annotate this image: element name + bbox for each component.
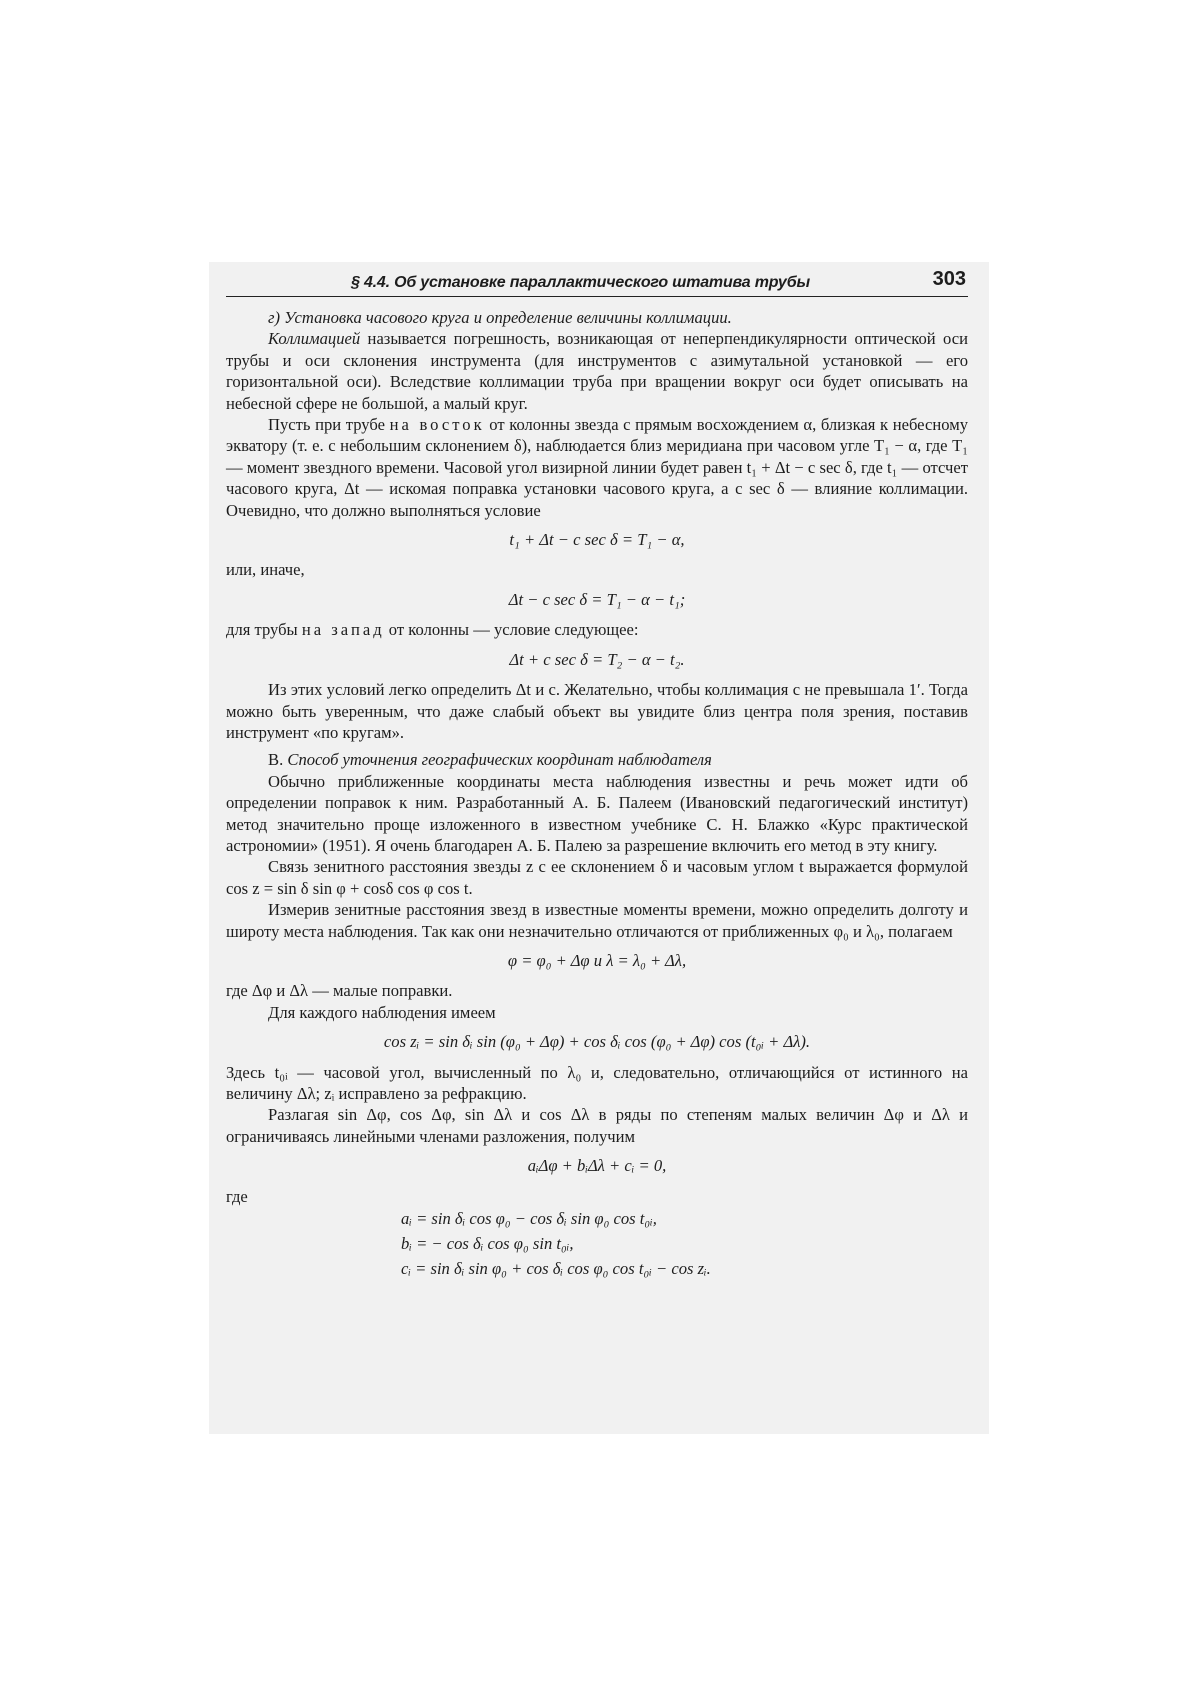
collimation-definition-paragraph xyxy=(226,328,968,414)
subsection-v-label: В. xyxy=(268,750,288,770)
west-setup-paragraph xyxy=(226,619,968,640)
equation-condition-1: t₁ + Δt − c sec δ = T₁ − α, xyxy=(509,530,685,550)
series-expansion-paragraph: Разлагая sin Δφ, cos Δφ, sin Δλ и cos Δλ в ряды по степеням малых величин Δφ и Δλ и ограничиваясь линейными членами разложения, получим xyxy=(226,1105,968,1146)
coefficients-block xyxy=(226,1186,968,1302)
east-setup-paragraph xyxy=(226,414,968,521)
measurement-paragraph: Измерив зенитные расстояния звезд в известные моменты времени, можно определить долготу и широту места наблюдения. Так как они незначительно отличаются от приближенных φ₀ и λ₀, полагаем xyxy=(226,900,968,941)
equation-c: cᵢ = sin δᵢ sin φ₀ + cos δᵢ cos φ₀ cos t₀ᵢ − cos zᵢ. xyxy=(401,1258,711,1278)
equation-cos-z: cos zᵢ = sin δᵢ sin (φ₀ + Δφ) + cos δᵢ cos (φ₀ + Δφ) cos (t₀ᵢ + Δλ). xyxy=(383,1032,811,1052)
hour-angle-explanation: Здесь t₀ᵢ — часовой угол, вычисленный по λ₀ и, следовательно, отличающийся от истинного на величину Δλ; zᵢ исправлено за рефракцию. xyxy=(226,1062,968,1103)
collimation-definition-text: называется погрешность, возникающая от неперпендикулярности оптической оси трубы и оси склонения инструмента (для инструментов с азимутальной установкой — его горизонтальной оси). Вследствие коллимации труба при вращении вокруг оси будет описывать на небесной сфере не большой, а малый круг. xyxy=(226,329,968,413)
conclusion-paragraph: Из этих условий легко определить Δt и c. Желательно, чтобы коллимация c не превышала 1′. Тогда можно быть уверенным, что даже слабый объект вы увидите близ центра поля зрения, поставив инструмент «по кругам». xyxy=(226,680,968,742)
page-number: 303 xyxy=(932,268,966,290)
zenith-formula-paragraph: Связь зенитного расстояния звезды z с ее склонением δ и часовым углом t выражается формулой cos z = sin δ sin φ + cosδ cos φ cos t. xyxy=(226,857,968,898)
subsection-g-title: г) Установка часового круга и определение величины коллимации. xyxy=(268,308,732,327)
equation-b: bᵢ = − cos δᵢ cos φ₀ sin t₀ᵢ, xyxy=(401,1233,574,1253)
coordinates-intro-paragraph: Обычно приближенные координаты места наблюдения известны и речь может идти об определении поправок к ним. Разработанный А. Б. Палеем (Ивановский педагогический институт) метод значительно проще изложенного в известном учебнике С. Н. Блажко «Курс практической астрономии» (1951). Я очень благодарен А. Б. Палею за разрешение включить его метод в эту книгу. xyxy=(226,771,968,855)
page-header xyxy=(226,266,968,297)
where-text: где xyxy=(226,1186,248,1206)
subsection-v-title-text: Способ уточнения географических координат наблюдателя xyxy=(287,750,712,770)
west-spaced-word: на запад xyxy=(301,620,385,640)
west-text-2: от колонны — условие следующее: xyxy=(384,620,639,640)
equation-a: aᵢ = sin δᵢ cos φ₀ − cos δᵢ sin φ₀ cos t₀ᵢ, xyxy=(401,1208,657,1228)
book-page xyxy=(226,266,968,1302)
east-text-1: Пусть при трубе xyxy=(268,415,390,435)
east-text-2: от колонны звезда с прямым восхождением α, близкая к небесному экватору (т. е. с небольшим склонением δ), наблюдается близ меридиана при часовом угле T₁ − α, где T₁ — момент звездного времени. Часовой угол визирной линии будет равен t₁ + Δt − c sec δ, где t₁ — отсчет часового круга, Δt — искомая поправка установки часового круга, а c sec δ — влияние коллимации. Очевидно, что должно выполняться условие xyxy=(226,415,968,520)
equation-condition-3: Δt + c sec δ = T₂ − α − t₂. xyxy=(509,649,685,669)
equation-linear: aᵢΔφ + bᵢΔλ + cᵢ = 0, xyxy=(527,1156,667,1176)
west-text-1: для трубы xyxy=(226,620,302,640)
coefficient-equations xyxy=(401,1206,711,1281)
equation-condition-2: Δt − c sec δ = T₁ − α − t₁; xyxy=(508,589,686,609)
running-title: § 4.4. Об установке параллактического штатива трубы xyxy=(351,274,810,291)
collimation-term: Коллимацией xyxy=(268,329,361,349)
small-corrections-text: где Δφ и Δλ — малые поправки. xyxy=(226,981,453,1001)
subsection-v-title xyxy=(226,749,968,770)
each-observation-text: Для каждого наблюдения имеем xyxy=(268,1002,496,1022)
equation-corrections: φ = φ₀ + Δφ и λ = λ₀ + Δλ, xyxy=(507,950,687,970)
page-body xyxy=(226,297,968,1302)
or-else-text: или, иначе, xyxy=(226,560,305,580)
east-spaced-word: на восток xyxy=(389,415,485,435)
